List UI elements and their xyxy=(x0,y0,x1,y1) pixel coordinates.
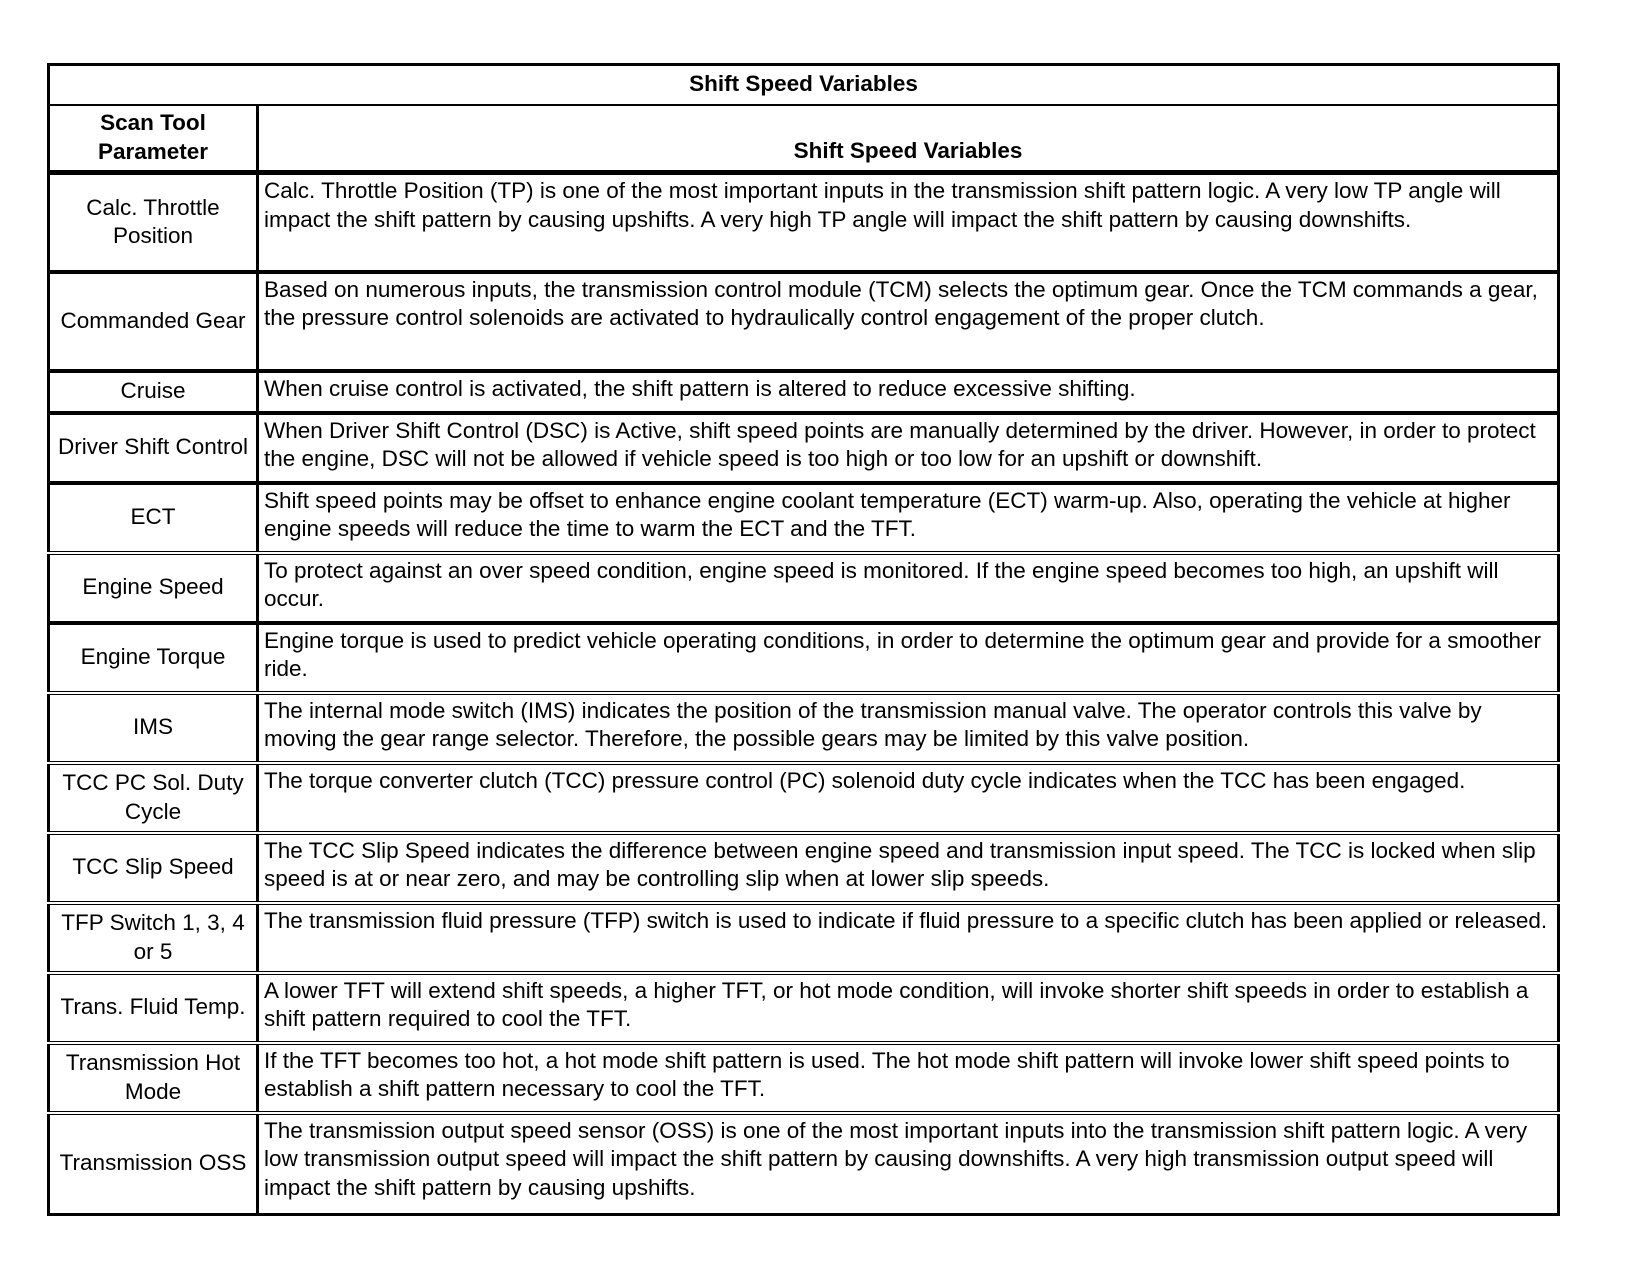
row-parameter: IMS xyxy=(49,693,258,763)
column-header-description: Shift Speed Variables xyxy=(258,105,1559,173)
table-row xyxy=(49,623,1559,693)
table-row xyxy=(49,272,1559,371)
table-row xyxy=(49,973,1559,1043)
table-row xyxy=(49,903,1559,973)
table-row xyxy=(49,413,1559,483)
row-description: When Driver Shift Control (DSC) is Active, shift speed points are manually determined by the driver. However, in order to protect the engine, DSC will not be allowed if vehicle speed is too high or too low for an upshift or downshift. xyxy=(258,413,1559,483)
table-row xyxy=(49,173,1559,272)
row-parameter: Commanded Gear xyxy=(49,272,258,371)
row-parameter: TFP Switch 1, 3, 4 or 5 xyxy=(49,903,258,973)
table-row xyxy=(49,1113,1559,1215)
table-row xyxy=(49,833,1559,903)
row-parameter: TCC Slip Speed xyxy=(49,833,258,903)
row-parameter: Cruise xyxy=(49,371,258,413)
row-description: The internal mode switch (IMS) indicates the position of the transmission manual valve. The operator controls this valve by moving the gear range selector. Therefore, the possible gears may be limited by this valve position. xyxy=(258,693,1559,763)
column-header-parameter: Scan Tool Parameter xyxy=(49,105,258,173)
row-description: When cruise control is activated, the shift pattern is altered to reduce excessive shifting. xyxy=(258,371,1559,413)
row-description: Shift speed points may be offset to enhance engine coolant temperature (ECT) warm-up. Also, operating the vehicle at higher engine speeds will reduce the time to warm the ECT and the TFT. xyxy=(258,483,1559,553)
row-parameter: Transmission Hot Mode xyxy=(49,1043,258,1113)
shift-speed-variables-table xyxy=(47,63,1560,1216)
table-row xyxy=(49,1043,1559,1113)
table-title: Shift Speed Variables xyxy=(49,65,1559,105)
row-description: Calc. Throttle Position (TP) is one of the most important inputs in the transmission shift pattern logic. A very low TP angle will impact the shift pattern by causing upshifts. A very high TP angle will impact the shift pattern by causing downshifts. xyxy=(258,173,1559,272)
row-description: If the TFT becomes too hot, a hot mode shift pattern is used. The hot mode shift pattern will invoke lower shift speed points to establish a shift pattern necessary to cool the TFT. xyxy=(258,1043,1559,1113)
row-parameter: ECT xyxy=(49,483,258,553)
table-row xyxy=(49,371,1559,413)
row-parameter: Driver Shift Control xyxy=(49,413,258,483)
row-parameter: Transmission OSS xyxy=(49,1113,258,1215)
row-parameter: Calc. Throttle Position xyxy=(49,173,258,272)
table-row xyxy=(49,763,1559,833)
row-description: To protect against an over speed condition, engine speed is monitored. If the engine speed becomes too high, an upshift will occur. xyxy=(258,553,1559,623)
table-row xyxy=(49,693,1559,763)
row-description: The TCC Slip Speed indicates the difference between engine speed and transmission input speed. The TCC is locked when slip speed is at or near zero, and may be controlling slip when at lower slip speeds. xyxy=(258,833,1559,903)
row-description: Engine torque is used to predict vehicle operating conditions, in order to determine the optimum gear and provide for a smoother ride. xyxy=(258,623,1559,693)
row-parameter: Engine Speed xyxy=(49,553,258,623)
row-parameter: Engine Torque xyxy=(49,623,258,693)
row-description: The torque converter clutch (TCC) pressure control (PC) solenoid duty cycle indicates when the TCC has been engaged. xyxy=(258,763,1559,833)
table-row xyxy=(49,483,1559,553)
row-parameter: TCC PC Sol. Duty Cycle xyxy=(49,763,258,833)
table-title-row xyxy=(49,65,1559,105)
row-description: Based on numerous inputs, the transmission control module (TCM) selects the optimum gear. Once the TCM commands a gear, the pressure control solenoids are activated to hydraulically control engagement of the proper clutch. xyxy=(258,272,1559,371)
row-description: A lower TFT will extend shift speeds, a higher TFT, or hot mode condition, will invoke shorter shift speeds in order to establish a shift pattern required to cool the TFT. xyxy=(258,973,1559,1043)
row-description: The transmission fluid pressure (TFP) switch is used to indicate if fluid pressure to a specific clutch has been applied or released. xyxy=(258,903,1559,973)
row-description: The transmission output speed sensor (OSS) is one of the most important inputs into the transmission shift pattern logic. A very low transmission output speed will impact the shift pattern by causing downshifts. A very high transmission output speed will impact the shift pattern by causing upshifts. xyxy=(258,1113,1559,1215)
table-header-row xyxy=(49,105,1559,173)
table-row xyxy=(49,553,1559,623)
row-parameter: Trans. Fluid Temp. xyxy=(49,973,258,1043)
